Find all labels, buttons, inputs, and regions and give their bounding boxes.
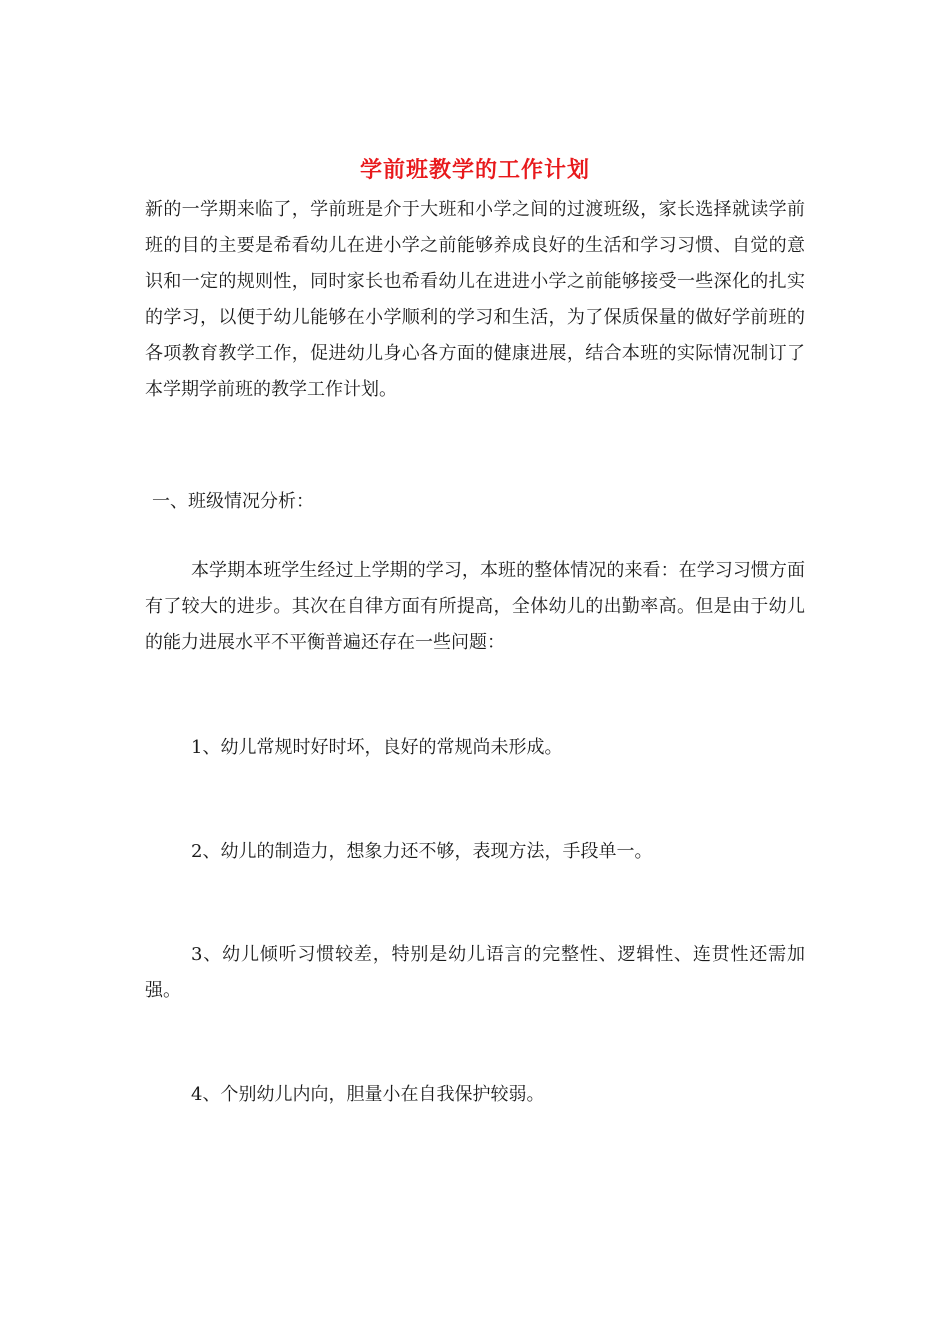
intro-paragraph: 新的一学期来临了，学前班是介于大班和小学之间的过渡班级，家长选择就读学前班的目的主要是希看幼儿在进小学之前能够养成良好的生活和学习习惯、自觉的意识和一定的规则性，同时家长也希看幼儿在进进小学之前能够接受一些深化的扎实的学习，以便于幼儿能够在小学顺利的学习和生活，为了保质保量的做好学前班的各项教育教学工作，促进幼儿身心各方面的健康进展，结合本班的实际情况制订了本学期学前班的教学工作计划。 xyxy=(145,199,805,400)
document-title: 学前班教学的工作计划 xyxy=(359,157,590,183)
problem-item: 3、幼儿倾听习惯较差，特别是幼儿语言的完整性、逻辑性、连贯性还需加强。 xyxy=(145,944,805,1001)
problem-item: 2、幼儿的制造力，想象力还不够，表现方法，手段单一。 xyxy=(191,841,653,862)
problem-item: 1、幼儿常规时好时坏，良好的常规尚未形成。 xyxy=(191,737,563,758)
problem-item: 4、个别幼儿内向，胆量小在自我保护较弱。 xyxy=(191,1084,545,1105)
section-heading: 一、班级情况分析： xyxy=(152,491,314,512)
analysis-paragraph: 本学期本班学生经过上学期的学习，本班的整体情况的来看：在学习习惯方面有了较大的进步。其次在自律方面有所提高，全体幼儿的出勤率高。但是由于幼儿的能力进展水平不平衡普遍还存在一些问题： xyxy=(145,560,805,653)
